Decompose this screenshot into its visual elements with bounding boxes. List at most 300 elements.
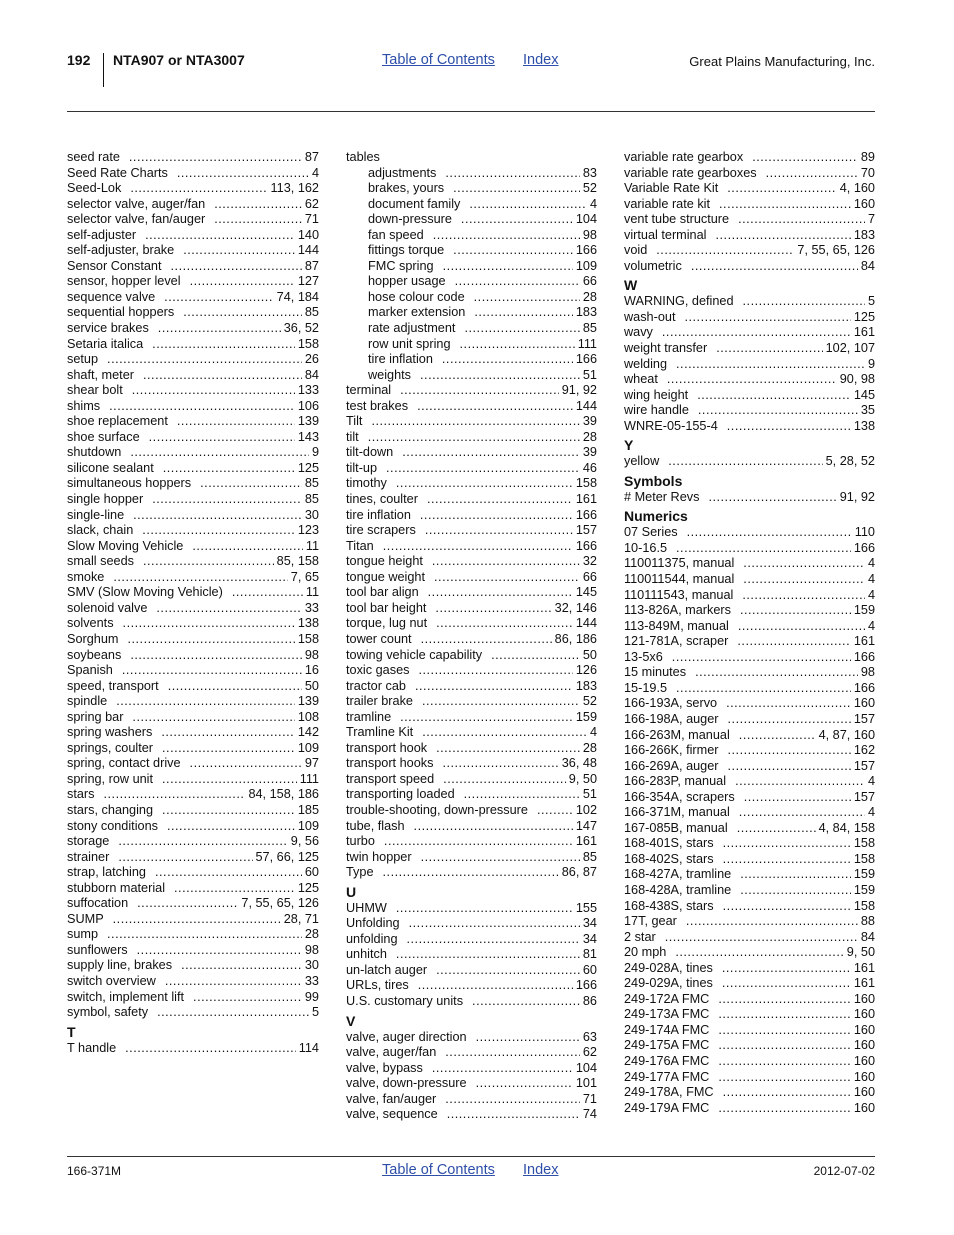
page-reference-link[interactable]: 9, 50 xyxy=(568,771,597,786)
index-entry xyxy=(346,725,597,741)
page-reference-link[interactable]: 139 xyxy=(297,414,319,429)
page-reference-link[interactable]: 160 xyxy=(853,196,875,211)
dot-leader xyxy=(171,259,302,275)
page-reference-link[interactable]: 7 xyxy=(867,212,875,227)
page-reference-link[interactable]: 9, 50 xyxy=(846,945,875,960)
page-reference-link[interactable]: 160 xyxy=(853,1069,875,1084)
page-reference-link[interactable]: 144 xyxy=(575,616,597,631)
dot-leader xyxy=(145,228,295,244)
page-reference-link[interactable]: 74, 184 xyxy=(276,289,319,304)
entry-label: slack, chain xyxy=(67,523,134,538)
page-reference-link[interactable]: 87 xyxy=(304,150,319,164)
page-reference-link[interactable]: 157 xyxy=(853,789,875,804)
page-reference-link[interactable]: 144 xyxy=(297,243,319,258)
dot-leader xyxy=(740,867,851,883)
page-reference-link[interactable]: 125 xyxy=(297,460,319,475)
model-title: NTA907 or NTA3007 xyxy=(113,52,245,68)
page-reference-link[interactable]: 98 xyxy=(582,227,597,242)
page-reference-link[interactable]: 4 xyxy=(867,618,875,633)
entry-label: sensor, hopper level xyxy=(67,274,181,289)
company-name: Great Plains Manufacturing, Inc. xyxy=(689,54,875,69)
entry-label: yellow xyxy=(624,454,660,469)
dot-leader xyxy=(739,805,865,821)
page-reference-link[interactable]: 91, 92 xyxy=(839,489,875,504)
page-reference-link[interactable]: 143 xyxy=(297,429,319,444)
page-reference-link[interactable]: 28, 71 xyxy=(283,911,319,926)
page-reference-link[interactable]: 84 xyxy=(304,367,319,382)
page-reference-link[interactable]: 89 xyxy=(860,150,875,164)
index-entry xyxy=(67,181,319,197)
page-reference-link[interactable]: 50 xyxy=(304,678,319,693)
page-reference-link[interactable]: 97 xyxy=(304,756,319,771)
entry-label: UHMW xyxy=(346,900,387,915)
page-reference-link[interactable]: 39 xyxy=(582,414,597,429)
index-entry xyxy=(346,539,597,555)
entry-label: Type xyxy=(346,865,374,880)
page-reference-link[interactable]: 160 xyxy=(853,696,875,711)
page-reference-link[interactable]: 71 xyxy=(582,1091,597,1106)
page-reference-link[interactable]: 138 xyxy=(297,616,319,631)
page-reference-link[interactable]: 83 xyxy=(582,165,597,180)
page-reference-link[interactable]: 9 xyxy=(311,445,319,460)
page-reference-link[interactable]: 4 xyxy=(589,196,597,211)
dot-leader xyxy=(162,772,297,788)
entry-label: Sensor Constant xyxy=(67,258,162,273)
page-reference-link[interactable]: 4 xyxy=(311,165,319,180)
page-reference-link[interactable]: 66 xyxy=(582,569,597,584)
index-entry xyxy=(346,756,597,772)
page-reference-link[interactable]: 88 xyxy=(860,914,875,929)
page-reference-link[interactable]: 28 xyxy=(582,289,597,304)
page-reference-link[interactable]: 60 xyxy=(582,962,597,977)
dot-leader xyxy=(192,539,302,555)
page-reference-link[interactable]: 138 xyxy=(853,418,875,433)
index-entry xyxy=(67,476,319,492)
page-reference-link[interactable]: 160 xyxy=(853,1038,875,1053)
page-reference-link[interactable]: 126 xyxy=(575,663,597,678)
dot-leader xyxy=(190,274,295,290)
dot-leader xyxy=(738,619,865,635)
page-reference-link[interactable]: 85 xyxy=(582,321,597,336)
page-reference-link[interactable]: 85, 158 xyxy=(276,554,319,569)
page-reference-link[interactable]: 84, 158, 186 xyxy=(248,787,319,802)
page-reference-link[interactable]: 84 xyxy=(860,929,875,944)
entry-label: 110111543, manual xyxy=(624,587,734,602)
page-reference-link[interactable]: 144 xyxy=(575,398,597,413)
entry-label: springs, coulter xyxy=(67,740,154,755)
page-reference-link[interactable]: 30 xyxy=(304,958,319,973)
page-reference-link[interactable]: 162 xyxy=(853,743,875,758)
page-reference-link[interactable]: 57, 66, 125 xyxy=(255,849,319,864)
page-reference-link[interactable]: 158 xyxy=(853,851,875,866)
page-reference-link[interactable]: 4 xyxy=(867,572,875,587)
header-toc-link[interactable]: Table of Contents xyxy=(382,52,495,68)
page-reference-link[interactable]: 71 xyxy=(304,212,319,227)
page-reference-link[interactable]: 32, 146 xyxy=(554,600,597,615)
index-entry xyxy=(346,916,597,932)
dot-leader xyxy=(436,963,580,979)
page-reference-link[interactable]: 70 xyxy=(860,165,875,180)
page-reference-link[interactable]: 5 xyxy=(867,294,875,309)
page-reference-link[interactable]: 9 xyxy=(867,356,875,371)
index-column-2 xyxy=(346,150,597,1123)
page-reference-link[interactable]: 166 xyxy=(853,540,875,555)
page-reference-link[interactable]: 99 xyxy=(304,989,319,1004)
page-reference-link[interactable]: 86 xyxy=(582,993,597,1008)
page-reference-link[interactable]: 5, 28, 52 xyxy=(825,454,875,469)
page-reference-link[interactable]: 166 xyxy=(853,649,875,664)
index-entry xyxy=(67,274,319,290)
index-entry xyxy=(346,663,597,679)
index-entry xyxy=(67,243,319,259)
index-entry xyxy=(67,616,319,632)
page-reference-link[interactable]: 98 xyxy=(860,665,875,680)
page-reference-link[interactable]: 160 xyxy=(853,1007,875,1022)
page-reference-link[interactable]: 125 xyxy=(853,309,875,324)
dot-leader xyxy=(687,525,852,541)
page-reference-link[interactable]: 113, 162 xyxy=(270,181,319,196)
entry-label: 20 mph xyxy=(624,945,667,960)
page-reference-link[interactable]: 166 xyxy=(575,352,597,367)
page-reference-link[interactable]: 183 xyxy=(575,678,597,693)
index-entry xyxy=(624,899,875,915)
entry-label: fan speed xyxy=(368,227,424,242)
page-reference-link[interactable]: 125 xyxy=(297,880,319,895)
page-reference-link[interactable]: 4 xyxy=(867,556,875,571)
page-reference-link[interactable]: 161 xyxy=(853,325,875,340)
page-reference-link[interactable]: 85 xyxy=(304,305,319,320)
dot-leader xyxy=(743,572,865,588)
entry-label: tire inflation xyxy=(346,507,411,522)
index-subentry xyxy=(346,212,597,228)
page-reference-link[interactable]: 7, 55, 65, 126 xyxy=(241,896,319,911)
page-reference-link[interactable]: 35 xyxy=(860,403,875,418)
index-entry xyxy=(67,648,319,664)
page-reference-link[interactable]: 145 xyxy=(853,387,875,402)
page-reference-link[interactable]: 62 xyxy=(582,1045,597,1060)
page-reference-link[interactable]: 36, 52 xyxy=(283,321,319,336)
page-reference-link[interactable]: 16 xyxy=(304,663,319,678)
dot-leader xyxy=(384,834,573,850)
index-entry xyxy=(346,492,597,508)
index-entry xyxy=(67,710,319,726)
page-number: 192 xyxy=(67,52,91,68)
index-entry xyxy=(67,694,319,710)
dot-leader xyxy=(129,150,302,166)
page-reference-link[interactable]: 159 xyxy=(853,882,875,897)
page-reference-link[interactable]: 166 xyxy=(575,978,597,993)
dot-leader xyxy=(417,399,573,415)
page-reference-link[interactable]: 157 xyxy=(575,523,597,538)
dot-leader xyxy=(402,445,580,461)
page-reference-link[interactable]: 104 xyxy=(575,212,597,227)
page-reference-link[interactable]: 166 xyxy=(575,538,597,553)
page-reference-link[interactable]: 85 xyxy=(304,492,319,507)
index-entry xyxy=(67,492,319,508)
entry-label: turbo xyxy=(346,834,375,849)
index-entry xyxy=(624,490,875,506)
index-subentry xyxy=(346,305,597,321)
page-reference-link[interactable]: 33 xyxy=(304,973,319,988)
page-reference-link[interactable]: 158 xyxy=(297,336,319,351)
page-reference-link[interactable]: 81 xyxy=(582,947,597,962)
page-reference-link[interactable]: 39 xyxy=(582,445,597,460)
page-reference-link[interactable]: 74 xyxy=(582,1107,597,1122)
index-entry xyxy=(624,821,875,837)
page-reference-link[interactable]: 101 xyxy=(575,1076,597,1091)
page-reference-link[interactable]: 111 xyxy=(299,771,319,786)
dot-leader xyxy=(676,357,865,373)
page-reference-link[interactable]: 161 xyxy=(853,634,875,649)
page-reference-link[interactable]: 33 xyxy=(304,600,319,615)
dot-leader xyxy=(127,632,294,648)
dot-leader xyxy=(193,990,302,1006)
page-reference-link[interactable]: 98 xyxy=(304,942,319,957)
page-reference-link[interactable]: 183 xyxy=(853,227,875,242)
page-reference-link[interactable]: 133 xyxy=(297,383,319,398)
footer-rule xyxy=(67,1156,875,1157)
page-reference-link[interactable]: 160 xyxy=(853,1053,875,1068)
page-reference-link[interactable]: 110 xyxy=(854,525,875,540)
page-reference-link[interactable]: 50 xyxy=(582,647,597,662)
page-reference-link[interactable]: 84 xyxy=(860,258,875,273)
index-entry xyxy=(624,1085,875,1101)
page-reference-link[interactable]: 155 xyxy=(575,900,597,915)
page-reference-link[interactable]: 4 xyxy=(589,725,597,740)
page-reference-link[interactable]: 185 xyxy=(297,802,319,817)
page-reference-link[interactable]: 86, 186 xyxy=(554,631,597,646)
page-reference-link[interactable]: 159 xyxy=(853,867,875,882)
entry-label: 113-826A, markers xyxy=(624,603,731,618)
page-reference-link[interactable]: 140 xyxy=(297,227,319,242)
entry-label: valve, bypass xyxy=(346,1060,423,1075)
page-reference-link[interactable]: 7, 55, 65, 126 xyxy=(797,243,875,258)
dot-leader xyxy=(396,947,580,963)
page-reference-link[interactable]: 158 xyxy=(297,631,319,646)
page-reference-link[interactable]: 160 xyxy=(853,1100,875,1115)
page-reference-link[interactable]: 145 xyxy=(575,585,597,600)
dot-leader xyxy=(214,197,302,213)
index-section-heading: W xyxy=(624,277,638,294)
entry-label: tower count xyxy=(346,631,412,646)
page-reference-link[interactable]: 161 xyxy=(575,834,597,849)
page-reference-link[interactable]: 34 xyxy=(582,916,597,931)
page-reference-link[interactable]: 52 xyxy=(582,694,597,709)
page-reference-link[interactable]: 85 xyxy=(304,476,319,491)
dot-leader xyxy=(158,321,281,337)
dot-leader xyxy=(396,901,573,917)
page-reference-link[interactable]: 4 xyxy=(867,774,875,789)
index-entry xyxy=(624,310,875,326)
page-reference-link[interactable]: 52 xyxy=(582,181,597,196)
page-reference-link[interactable]: 5 xyxy=(311,1005,319,1020)
page-reference-link[interactable]: 102 xyxy=(575,802,597,817)
index-entry xyxy=(624,294,875,310)
page-reference-link[interactable]: 28 xyxy=(582,429,597,444)
page-reference-link[interactable]: 28 xyxy=(304,927,319,942)
page-reference-link[interactable]: 161 xyxy=(853,976,875,991)
page-reference-link[interactable]: 87 xyxy=(304,258,319,273)
page-reference-link[interactable]: 159 xyxy=(575,709,597,724)
entry-label: selector valve, fan/auger xyxy=(67,212,206,227)
page-reference-link[interactable]: 66 xyxy=(582,274,597,289)
index-section-heading: U xyxy=(346,883,357,900)
page-reference-link[interactable]: 160 xyxy=(853,1022,875,1037)
page-reference-link[interactable]: 139 xyxy=(297,694,319,709)
dot-leader xyxy=(177,414,295,430)
page-reference-link[interactable]: 106 xyxy=(297,398,319,413)
page-reference-link[interactable]: 109 xyxy=(297,740,319,755)
footer-index-link[interactable]: Index xyxy=(523,1162,559,1178)
page-reference-link[interactable]: 4, 160 xyxy=(839,181,875,196)
dot-leader xyxy=(686,914,858,930)
dot-leader xyxy=(662,325,851,341)
dot-leader xyxy=(723,836,851,852)
page-reference-link[interactable]: 4 xyxy=(867,587,875,602)
dot-leader xyxy=(137,943,302,959)
entry-label: fittings torque xyxy=(368,243,445,258)
entry-label: hopper usage xyxy=(368,274,446,289)
entry-label: rate adjustment xyxy=(368,321,456,336)
index-subentry xyxy=(346,337,597,353)
entry-label: 17T, gear xyxy=(624,914,677,929)
index-entry xyxy=(624,572,875,588)
page-reference-link[interactable]: 114 xyxy=(298,1040,319,1055)
page-reference-link[interactable]: 157 xyxy=(853,758,875,773)
index-entry xyxy=(346,508,597,524)
page-reference-link[interactable]: 158 xyxy=(853,836,875,851)
page-reference-link[interactable]: 34 xyxy=(582,931,597,946)
entry-label: 166-266K, firmer xyxy=(624,743,719,758)
index-entry xyxy=(346,601,597,617)
index-entry xyxy=(67,1041,319,1057)
page-reference-link[interactable]: 28 xyxy=(582,740,597,755)
entry-label: switch, implement lift xyxy=(67,989,185,1004)
page-reference-link[interactable]: 46 xyxy=(582,460,597,475)
entry-label: Seed-Lok xyxy=(67,181,122,196)
page-reference-link[interactable]: 90, 98 xyxy=(839,372,875,387)
page-reference-link[interactable]: 86, 87 xyxy=(561,865,597,880)
page-reference-link[interactable]: 109 xyxy=(575,258,597,273)
page-reference-link[interactable]: 4, 87, 160 xyxy=(818,727,875,742)
page-reference-link[interactable]: 36, 48 xyxy=(561,756,597,771)
index-entry xyxy=(624,588,875,604)
dot-leader xyxy=(453,243,573,259)
page-reference-link[interactable]: 62 xyxy=(304,196,319,211)
page-reference-link[interactable]: 63 xyxy=(582,1029,597,1044)
page-reference-link[interactable]: 183 xyxy=(575,305,597,320)
dot-leader xyxy=(157,1005,309,1021)
index-entry xyxy=(624,419,875,435)
dot-leader xyxy=(472,994,580,1010)
index-entry xyxy=(346,399,597,415)
page-reference-link[interactable]: 60 xyxy=(304,865,319,880)
entry-label: stars, changing xyxy=(67,802,154,817)
page-reference-link[interactable]: 109 xyxy=(297,818,319,833)
dot-leader xyxy=(421,850,580,866)
index-entry xyxy=(346,819,597,835)
page-reference-link[interactable]: 166 xyxy=(575,507,597,522)
dot-leader xyxy=(214,212,302,228)
page-reference-link[interactable]: 111 xyxy=(577,336,597,351)
dot-leader xyxy=(396,476,573,492)
dot-leader xyxy=(537,803,573,819)
page-reference-link[interactable]: 11 xyxy=(305,585,319,600)
dot-leader xyxy=(118,850,252,866)
page-reference-link[interactable]: 9, 56 xyxy=(290,834,319,849)
page-reference-link[interactable]: 161 xyxy=(575,492,597,507)
footer-toc-link[interactable]: Table of Contents xyxy=(382,1162,495,1178)
entry-label: sunflowers xyxy=(67,942,128,957)
page-reference-link[interactable]: 108 xyxy=(297,709,319,724)
header-index-link[interactable]: Index xyxy=(523,52,559,68)
page-reference-link[interactable]: 142 xyxy=(297,725,319,740)
page-reference-link[interactable]: 7, 65 xyxy=(290,569,319,584)
entry-label: wash-out xyxy=(624,309,676,324)
page-reference-link[interactable]: 158 xyxy=(575,476,597,491)
page-reference-link[interactable]: 159 xyxy=(853,603,875,618)
entry-label: tube, flash xyxy=(346,818,405,833)
index-entry xyxy=(346,554,597,570)
page-reference-link[interactable]: 123 xyxy=(297,523,319,538)
page-reference-link[interactable]: 166 xyxy=(853,680,875,695)
index-entry xyxy=(624,914,875,930)
page-reference-link[interactable]: 98 xyxy=(304,647,319,662)
entry-label: shutdown xyxy=(67,445,122,460)
entry-label: shoe replacement xyxy=(67,414,168,429)
page-reference-link[interactable]: 157 xyxy=(853,711,875,726)
entry-label: unfolding xyxy=(346,931,398,946)
page-reference-link[interactable]: 102, 107 xyxy=(825,341,875,356)
page-reference-link[interactable]: 30 xyxy=(304,507,319,522)
entry-label: 15 minutes xyxy=(624,665,687,680)
page-reference-link[interactable]: 85 xyxy=(582,849,597,864)
entry-label: 249-172A FMC xyxy=(624,991,710,1006)
dot-leader xyxy=(425,523,573,539)
entry-label: transporting loaded xyxy=(346,787,455,802)
page-reference-link[interactable]: 4 xyxy=(867,805,875,820)
page-reference-link[interactable]: 104 xyxy=(575,1060,597,1075)
page-reference-link[interactable]: 91, 92 xyxy=(561,383,597,398)
dot-leader xyxy=(656,243,794,259)
page-reference-link[interactable]: 11 xyxy=(305,538,319,553)
dot-leader xyxy=(163,461,295,477)
entry-label: T handle xyxy=(67,1040,117,1055)
page-reference-link[interactable]: 161 xyxy=(853,960,875,975)
entry-label: tilt xyxy=(346,429,359,444)
page-reference-link[interactable]: 26 xyxy=(304,352,319,367)
dot-leader xyxy=(181,958,302,974)
dot-leader xyxy=(383,865,559,881)
page-reference-link[interactable]: 147 xyxy=(575,818,597,833)
page-reference-link[interactable]: 51 xyxy=(582,367,597,382)
index-entry xyxy=(346,616,597,632)
page-reference-link[interactable]: 51 xyxy=(582,787,597,802)
page-reference-link[interactable]: 158 xyxy=(853,898,875,913)
entry-label: variable rate kit xyxy=(624,196,711,211)
page-reference-link[interactable]: 127 xyxy=(297,274,319,289)
dot-leader xyxy=(183,243,295,259)
index-entry xyxy=(346,1107,597,1123)
entry-label: row unit spring xyxy=(368,336,451,351)
page-reference-link[interactable]: 4, 84, 158 xyxy=(818,820,875,835)
page-reference-link[interactable]: 160 xyxy=(853,1085,875,1100)
entry-label: spring, row unit xyxy=(67,771,154,786)
page-reference-link[interactable]: 32 xyxy=(582,554,597,569)
dot-leader xyxy=(149,430,295,446)
page-reference-link[interactable]: 166 xyxy=(575,243,597,258)
page-reference-link[interactable]: 160 xyxy=(853,991,875,1006)
